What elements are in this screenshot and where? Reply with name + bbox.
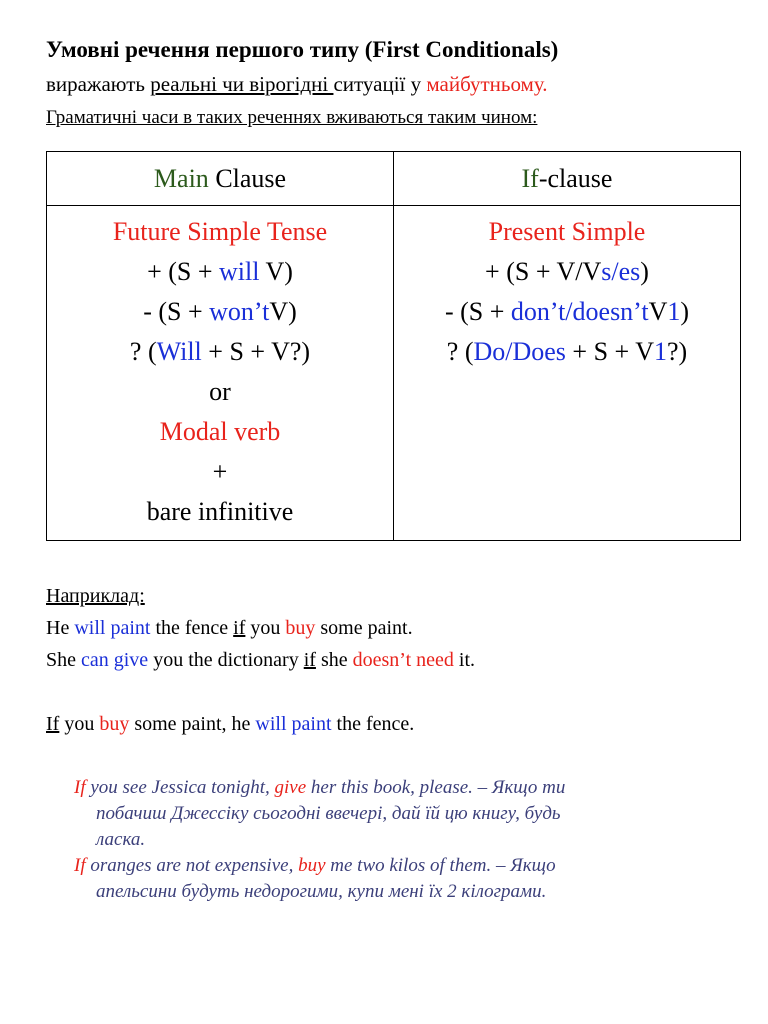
intro-line — [46, 72, 548, 97]
example-sentence-3: If you buy some paint, he will paint the fence. — [46, 713, 415, 735]
table-header-row — [47, 152, 741, 206]
future-simple-label: Future Simple Tense — [112, 217, 328, 246]
negative-form: - (S + won’tV) — [143, 297, 297, 326]
page-title: Умовні речення першого типу (First Conditionals) — [46, 37, 559, 62]
main-clause-cell — [47, 206, 394, 541]
header-if-clause: If-clause — [394, 152, 741, 206]
intro-text: виражають — [46, 72, 151, 96]
table-body-row — [47, 206, 741, 541]
intro-highlight: реальні чи вірогідні — [150, 72, 334, 96]
example-sentence-2: She can give you the dictionary if she doesn’t need it. — [46, 649, 476, 671]
example-sentence-1: He will paint the fence if you buy some paint. — [46, 617, 413, 639]
affirmative-form: + (S + will V) — [147, 257, 293, 286]
negative-form: - (S + don’t/doesn’tV1) — [444, 297, 690, 326]
or-text: or — [209, 377, 231, 406]
plus-sign: + — [212, 457, 228, 486]
modal-verb-label: Modal verb — [159, 417, 281, 446]
header-main-clause: Main Clause — [47, 152, 394, 206]
intro-text: ситуації у — [333, 72, 427, 96]
intro-future: майбутньому. — [426, 72, 548, 96]
affirmative-form: + (S + V/Vs/es) — [485, 257, 649, 286]
italic-example-1: If you see Jessica tonight, give her this book, please. – Якщо ти побачиш Джессіку сьогодні ввечері, дай їй цю книгу, будь ласка. — [74, 777, 566, 850]
bare-infinitive-label: bare infinitive — [146, 497, 294, 526]
question-form: ? (Do/Does + S + V1?) — [446, 337, 688, 366]
grammar-table — [46, 151, 741, 541]
examples-heading: Наприклад: — [46, 585, 145, 607]
present-simple-label: Present Simple — [488, 217, 646, 246]
question-form: ? (Will + S + V?) — [129, 337, 311, 366]
if-clause-cell — [394, 206, 741, 541]
italic-example-2: If oranges are not expensive, buy me two kilos of them. – Якщо апельсини будуть недорогими, купи мені їх 2 кілограми. — [74, 855, 556, 902]
intro-subtitle: Граматичні часи в таких реченнях вживаються таким чином: — [46, 107, 538, 128]
